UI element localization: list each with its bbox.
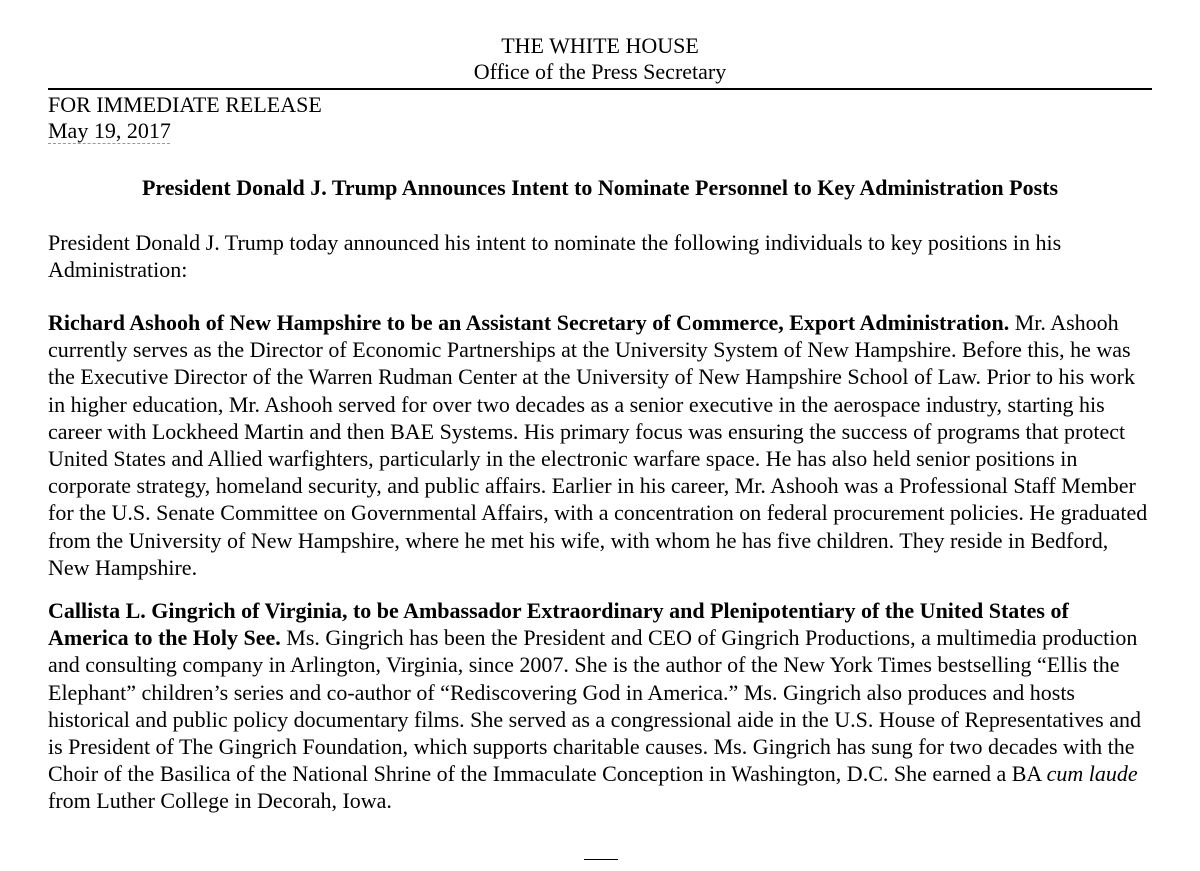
nominee-body-end: from Luther College in Decorah, Iowa. (48, 788, 392, 814)
office-name: THE WHITE HOUSE (501, 33, 699, 58)
nominee-body: Mr. Ashooh currently serves as the Director of Economic Partnerships at the University System of New Hampshire. Before this, he was the Executive Director of the Warren Rudman Center at the University of New Hampshire School of Law. Prior to his work in higher education, Mr. Ashooh served for over two decades as a senior executive in the aerospace industry, starting his career with Lockheed Martin and then BAE Systems. His primary focus was ensuring the success of programs that protect United States and Allied warfighters, particularly in the electronic warfare space. He has also held senior positions in corporate strategy, homeland security, and public affairs. Earlier in his career, Mr. Ashooh was a Professional Staff Member for the U.S. Senate Committee on Governmental Affairs, with a concentration on federal procurement policies. He graduated from the University of New Hampshire, where he met his wife, with whom he has five children. They reside in Bedford, New Hampshire. (48, 310, 1148, 580)
release-label: FOR IMMEDIATE RELEASE (48, 92, 322, 117)
release-date[interactable]: May 19, 2017 (48, 118, 171, 143)
office-subtitle: Office of the Press Secretary (473, 59, 727, 84)
release-info (48, 92, 322, 144)
letterhead (48, 33, 1152, 85)
nominee-paragraph-gingrich (48, 597, 1152, 815)
document-title: President Donald J. Trump Announces Intent to Nominate Personnel to Key Administration Posts (141, 175, 1059, 200)
end-of-document-line (584, 859, 618, 860)
header-divider (48, 88, 1152, 90)
nominee-heading: Callista L. Gingrich of Virginia, to be Ambassador Extraordinary and Plenipotentiary of the United States of America to the Holy See. (48, 598, 1069, 651)
nominee-body: Ms. Gingrich has been the President and CEO of Gingrich Productions, a multimedia production and consulting company in Arlington, Virginia, since 2007. She is the author of the New York Times bestselling “Ellis the Elephant” children’s series and co-author of “Rediscovering God in America.” Ms. Gingrich also produces and hosts historical and public policy documentary films. She served as a congressional aide in the U.S. House of Representatives and is President of The Gingrich Foundation, which supports charitable causes. Ms. Gingrich has sung for two decades with the Choir of the Basilica of the National Shrine of the Immaculate Conception in Washington, D.C. She earned a BA (48, 625, 1141, 787)
intro-paragraph: President Donald J. Trump today announced his intent to nominate the following individuals to key positions in his Administration: (48, 230, 1062, 283)
latin-honor-text: cum laude (1046, 761, 1138, 787)
nominee-heading: Richard Ashooh of New Hampshire to be an Assistant Secretary of Commerce, Export Administration. (48, 310, 1010, 335)
nominee-paragraph-ashooh (48, 309, 1152, 581)
